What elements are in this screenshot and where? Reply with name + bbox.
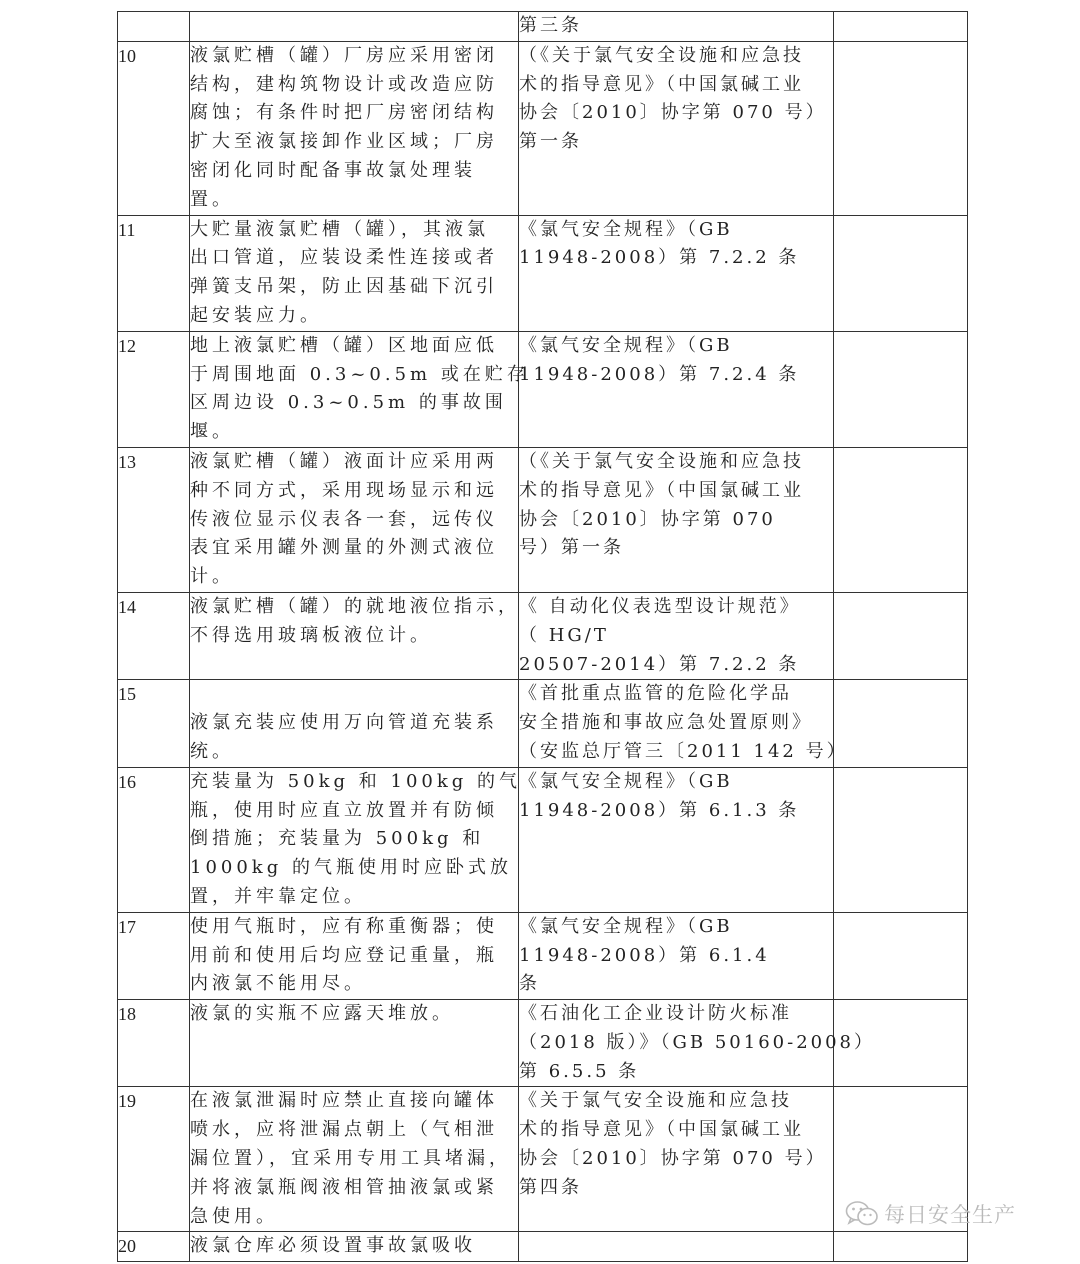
table-row <box>118 680 968 767</box>
requirement-line: 喷水，应将泄漏点朝上（气相泄 <box>190 1119 498 1141</box>
row-number: 20 <box>118 1232 190 1262</box>
requirement-line: 并将液氯瓶阀液相管抽液氯或紧 <box>190 1176 498 1198</box>
basis-line: 11948-2008）第 6.1.4 <box>519 944 770 966</box>
requirement-cell <box>190 680 519 767</box>
basis-line: 《关于氯气安全设施和应急技 <box>519 1090 792 1112</box>
basis-cell <box>519 41 834 215</box>
basis-cell <box>519 767 834 912</box>
row-number: 19 <box>118 1087 190 1232</box>
requirement-cell <box>190 12 519 42</box>
requirement-line: 大贮量液氯贮槽（罐），其液氯 <box>190 218 489 240</box>
requirement-line: 倒措施；充装量为 500kg 和 <box>190 828 485 850</box>
requirement-cell <box>190 1000 519 1087</box>
remarks-cell <box>834 767 968 912</box>
basis-line: 《氯气安全规程》（GB <box>519 334 733 356</box>
requirement-cell <box>190 41 519 215</box>
watermark <box>845 1199 1016 1229</box>
basis-cell <box>519 215 834 331</box>
wechat-icon <box>845 1200 879 1228</box>
basis-line: （《关于氯气安全设施和应急技 <box>519 450 804 472</box>
basis-line: （《关于氯气安全设施和应急技 <box>519 44 804 66</box>
requirement-line: 统。 <box>190 740 234 762</box>
remarks-cell <box>834 1232 968 1262</box>
remarks-cell <box>834 680 968 767</box>
requirement-line: 地上液氯贮槽（罐）区地面应低 <box>190 334 498 356</box>
requirement-line: 漏位置），宜采用专用工具堵漏， <box>190 1148 511 1170</box>
requirement-cell <box>190 767 522 912</box>
basis-line: （安监总厅管三〔2011 142 号） <box>519 740 848 762</box>
requirement-cell <box>190 1087 519 1232</box>
requirement-line: 液氯充装应使用万向管道充装系 <box>190 712 498 734</box>
basis-line: 第四条 <box>519 1176 582 1198</box>
basis-cell <box>519 12 834 42</box>
requirement-line: 结构，建构筑物设计或改造应防 <box>190 73 498 95</box>
table-row <box>118 1087 968 1232</box>
requirement-line: 内液氯不能用尽。 <box>190 973 366 995</box>
remarks-cell <box>834 215 968 331</box>
requirement-line: 出口管道，应装设柔性连接或者 <box>190 247 498 269</box>
requirement-line: 密闭化同时配备事故氯处理装 <box>190 159 476 181</box>
requirement-cell <box>190 447 519 592</box>
remarks-cell <box>834 331 968 447</box>
table-row <box>118 447 968 592</box>
requirement-line <box>190 680 518 709</box>
row-number: 12 <box>118 331 190 447</box>
basis-line: 术的指导意见》（中国氯碱工业 <box>519 73 804 95</box>
requirement-cell <box>190 215 519 331</box>
table-row <box>118 912 968 999</box>
basis-line: 11948-2008）第 7.2.4 条 <box>519 363 800 385</box>
basis-cell <box>519 1000 876 1087</box>
row-number: 17 <box>118 912 190 999</box>
requirement-line: 液氯贮槽（罐）液面计应采用两 <box>190 450 498 472</box>
basis-cell <box>519 912 834 999</box>
basis-line: 号）第一条 <box>519 537 624 559</box>
basis-line: 《石油化工企业设计防火标准 <box>519 1003 792 1025</box>
requirement-line: 液氯贮槽（罐）厂房应采用密闭 <box>190 44 498 66</box>
row-number: 16 <box>118 767 190 912</box>
basis-line: 条 <box>519 973 540 995</box>
remarks-cell <box>834 912 968 999</box>
watermark-text: 每日安全生产 <box>884 1203 1016 1227</box>
row-number: 15 <box>118 680 190 767</box>
basis-line: 安全措施和事故应急处置原则》 <box>519 712 813 734</box>
row-number <box>118 12 190 42</box>
requirement-line: 瓶，使用时应直立放置并有防倾 <box>190 799 498 821</box>
requirement-line: 急使用。 <box>190 1205 278 1227</box>
basis-line: （ HG/T <box>519 624 609 646</box>
requirement-line: 1000kg 的气瓶使用时应卧式放 <box>190 857 512 879</box>
requirement-line: 表宜采用罐外测量的外测式液位 <box>190 537 498 559</box>
basis-line: 11948-2008）第 6.1.3 条 <box>519 799 800 821</box>
basis-cell <box>519 680 848 767</box>
basis-line: 20507-2014）第 7.2.2 条 <box>519 653 800 675</box>
requirement-line: 计。 <box>190 566 234 588</box>
basis-cell <box>519 1087 834 1232</box>
basis-line: 《氯气安全规程》（GB <box>519 915 733 937</box>
requirement-line: 种不同方式，采用现场显示和远 <box>190 479 498 501</box>
basis-line: 第一条 <box>519 131 582 153</box>
row-number: 11 <box>118 215 190 331</box>
basis-line: 术的指导意见》（中国氯碱工业 <box>519 479 804 501</box>
requirement-line: 在液氯泄漏时应禁止直接向罐体 <box>190 1090 498 1112</box>
remarks-cell <box>834 447 968 592</box>
requirement-line: 扩大至液氯接卸作业区域；厂房 <box>190 131 498 153</box>
basis-cell <box>519 447 834 592</box>
remarks-cell <box>834 12 968 42</box>
requirement-line: 于周围地面 0.3~0.5m 或在贮存 <box>190 363 529 385</box>
requirement-cell <box>190 592 519 679</box>
requirement-line: 传液位显示仪表各一套，远传仪 <box>190 508 498 530</box>
table-row <box>118 1000 968 1087</box>
table-row <box>118 1232 968 1262</box>
basis-line: 《氯气安全规程》（GB <box>519 770 733 792</box>
table-row <box>118 12 968 42</box>
table-row <box>118 41 968 215</box>
requirement-line: 置。 <box>190 188 234 210</box>
row-number: 13 <box>118 447 190 592</box>
requirement-line: 堰。 <box>190 421 234 443</box>
remarks-cell <box>834 592 968 679</box>
basis-line: 协会〔2010〕协字第 070 号） <box>519 1148 827 1170</box>
basis-line: 第三条 <box>519 15 582 36</box>
row-number: 10 <box>118 41 190 215</box>
requirement-cell <box>190 331 529 447</box>
basis-line: 第 6.5.5 条 <box>519 1060 640 1082</box>
basis-line: 《 自动化仪表选型设计规范》 <box>519 595 801 617</box>
requirement-line: 使用气瓶时，应有称重衡器；使 <box>190 915 498 937</box>
basis-line: 协会〔2010〕协字第 070 <box>519 508 776 530</box>
requirement-line: 不得选用玻璃板液位计。 <box>190 624 432 646</box>
row-number: 14 <box>118 592 190 679</box>
table-body <box>118 12 968 1262</box>
requirement-line: 液氯的实瓶不应露天堆放。 <box>190 1003 454 1025</box>
requirement-line: 起安装应力。 <box>190 304 322 326</box>
requirement-line: 液氯贮槽（罐）的就地液位指示， <box>190 595 520 617</box>
remarks-cell <box>834 41 968 215</box>
basis-line: 术的指导意见》（中国氯碱工业 <box>519 1119 804 1141</box>
table-row <box>118 767 968 912</box>
table-row <box>118 331 968 447</box>
table-row <box>118 592 968 679</box>
requirement-cell <box>190 912 519 999</box>
requirement-line: 区周边设 0.3~0.5m 的事故围 <box>190 392 507 414</box>
basis-line: 协会〔2010〕协字第 070 号） <box>519 102 827 124</box>
requirement-line: 弹簧支吊架，防止因基础下沉引 <box>190 276 498 298</box>
basis-line: 《氯气安全规程》（GB <box>519 218 733 240</box>
basis-line: 《首批重点监管的危险化学品 <box>519 683 792 705</box>
basis-cell <box>519 1232 834 1262</box>
requirement-line: 腐蚀；有条件时把厂房密闭结构 <box>190 102 498 124</box>
basis-cell <box>519 331 834 447</box>
requirement-line: 液氯仓库必须设置事故氯吸收 <box>190 1235 476 1257</box>
requirement-line: 用前和使用后均应登记重量，瓶 <box>190 944 498 966</box>
regulation-table <box>117 11 968 1262</box>
requirement-cell <box>190 1232 519 1262</box>
basis-cell <box>519 592 834 679</box>
basis-line: （2018 版）》（GB 50160-2008） <box>519 1031 876 1053</box>
table-row <box>118 215 968 331</box>
requirement-line: 置，并牢靠定位。 <box>190 885 366 907</box>
row-number: 18 <box>118 1000 190 1087</box>
basis-line: 11948-2008）第 7.2.2 条 <box>519 247 800 269</box>
requirement-line: 充装量为 50kg 和 100kg 的气 <box>190 770 522 792</box>
